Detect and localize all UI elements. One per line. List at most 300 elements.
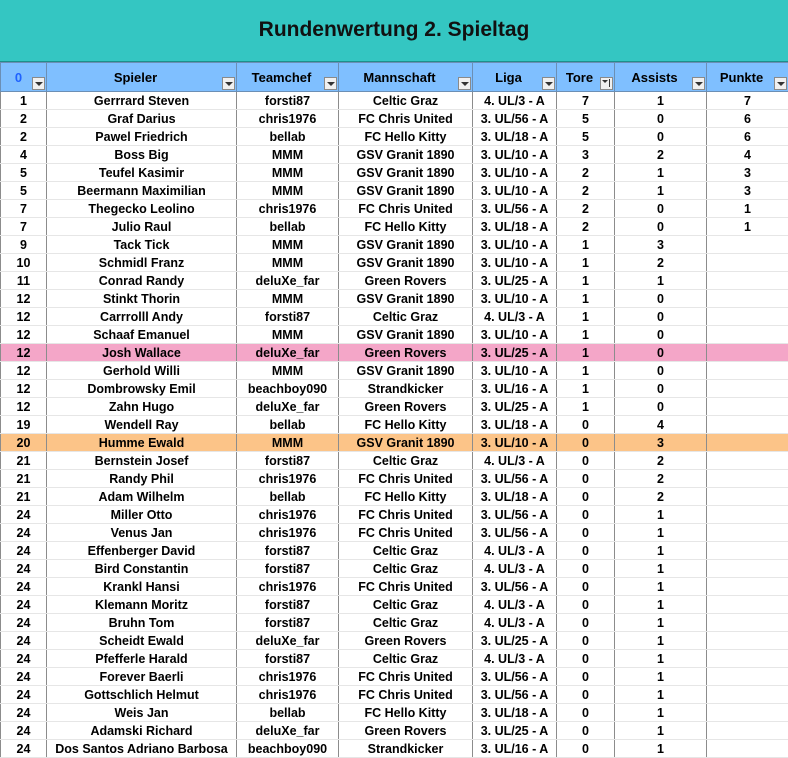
cell-rank[interactable]: 24 xyxy=(1,596,47,614)
cell-mannschaft[interactable]: FC Chris United xyxy=(339,578,473,596)
cell-spieler[interactable]: Zahn Hugo xyxy=(47,398,237,416)
cell-assists[interactable]: 1 xyxy=(615,704,707,722)
cell-punkte[interactable] xyxy=(707,344,788,362)
cell-rank[interactable]: 24 xyxy=(1,740,47,758)
cell-spieler[interactable]: Adam Wilhelm xyxy=(47,488,237,506)
cell-tore[interactable]: 0 xyxy=(557,488,615,506)
cell-rank[interactable]: 12 xyxy=(1,290,47,308)
cell-teamchef[interactable]: forsti87 xyxy=(237,452,339,470)
cell-liga[interactable]: 3. UL/56 - A xyxy=(473,200,557,218)
cell-tore[interactable]: 1 xyxy=(557,290,615,308)
cell-spieler[interactable]: Carrrolll Andy xyxy=(47,308,237,326)
cell-rank[interactable]: 5 xyxy=(1,164,47,182)
cell-mannschaft[interactable]: GSV Granit 1890 xyxy=(339,236,473,254)
cell-liga[interactable]: 3. UL/10 - A xyxy=(473,182,557,200)
cell-teamchef[interactable]: forsti87 xyxy=(237,92,339,110)
cell-assists[interactable]: 1 xyxy=(615,578,707,596)
cell-teamchef[interactable]: MMM xyxy=(237,434,339,452)
cell-spieler[interactable]: Effenberger David xyxy=(47,542,237,560)
cell-rank[interactable]: 2 xyxy=(1,128,47,146)
cell-rank[interactable]: 20 xyxy=(1,434,47,452)
cell-teamchef[interactable]: chris1976 xyxy=(237,506,339,524)
cell-punkte[interactable] xyxy=(707,506,788,524)
column-header-tore[interactable] xyxy=(557,63,615,92)
cell-mannschaft[interactable]: GSV Granit 1890 xyxy=(339,290,473,308)
cell-tore[interactable]: 0 xyxy=(557,542,615,560)
cell-tore[interactable]: 0 xyxy=(557,722,615,740)
cell-teamchef[interactable]: chris1976 xyxy=(237,578,339,596)
cell-mannschaft[interactable]: FC Chris United xyxy=(339,200,473,218)
cell-spieler[interactable]: Pfefferle Harald xyxy=(47,650,237,668)
cell-tore[interactable]: 1 xyxy=(557,308,615,326)
cell-punkte[interactable] xyxy=(707,704,788,722)
cell-liga[interactable]: 4. UL/3 - A xyxy=(473,560,557,578)
table-row[interactable] xyxy=(1,632,788,650)
table-row[interactable] xyxy=(1,290,788,308)
cell-mannschaft[interactable]: GSV Granit 1890 xyxy=(339,434,473,452)
cell-tore[interactable]: 0 xyxy=(557,506,615,524)
cell-teamchef[interactable]: forsti87 xyxy=(237,308,339,326)
table-row[interactable] xyxy=(1,452,788,470)
table-row[interactable] xyxy=(1,110,788,128)
cell-punkte[interactable] xyxy=(707,236,788,254)
cell-liga[interactable]: 3. UL/25 - A xyxy=(473,398,557,416)
cell-rank[interactable]: 24 xyxy=(1,506,47,524)
cell-spieler[interactable]: Josh Wallace xyxy=(47,344,237,362)
cell-mannschaft[interactable]: FC Chris United xyxy=(339,668,473,686)
table-row[interactable] xyxy=(1,650,788,668)
cell-liga[interactable]: 3. UL/10 - A xyxy=(473,254,557,272)
cell-punkte[interactable] xyxy=(707,452,788,470)
table-row[interactable] xyxy=(1,506,788,524)
cell-teamchef[interactable]: MMM xyxy=(237,164,339,182)
column-header-rank[interactable] xyxy=(1,63,47,92)
cell-spieler[interactable]: Humme Ewald xyxy=(47,434,237,452)
cell-teamchef[interactable]: MMM xyxy=(237,254,339,272)
cell-rank[interactable]: 24 xyxy=(1,686,47,704)
cell-teamchef[interactable]: bellab xyxy=(237,128,339,146)
cell-spieler[interactable]: Gerhold Willi xyxy=(47,362,237,380)
cell-assists[interactable]: 0 xyxy=(615,326,707,344)
cell-liga[interactable]: 3. UL/56 - A xyxy=(473,506,557,524)
cell-liga[interactable]: 3. UL/10 - A xyxy=(473,236,557,254)
cell-tore[interactable]: 1 xyxy=(557,236,615,254)
cell-assists[interactable]: 0 xyxy=(615,128,707,146)
table-row[interactable] xyxy=(1,308,788,326)
cell-mannschaft[interactable]: Celtic Graz xyxy=(339,614,473,632)
cell-rank[interactable]: 24 xyxy=(1,704,47,722)
cell-mannschaft[interactable]: FC Chris United xyxy=(339,686,473,704)
cell-rank[interactable]: 12 xyxy=(1,344,47,362)
cell-punkte[interactable] xyxy=(707,416,788,434)
table-row[interactable] xyxy=(1,218,788,236)
cell-assists[interactable]: 0 xyxy=(615,110,707,128)
cell-rank[interactable]: 7 xyxy=(1,200,47,218)
table-row[interactable] xyxy=(1,704,788,722)
cell-tore[interactable]: 0 xyxy=(557,578,615,596)
cell-assists[interactable]: 3 xyxy=(615,434,707,452)
cell-spieler[interactable]: Graf Darius xyxy=(47,110,237,128)
cell-tore[interactable]: 2 xyxy=(557,218,615,236)
cell-rank[interactable]: 24 xyxy=(1,650,47,668)
cell-rank[interactable]: 11 xyxy=(1,272,47,290)
cell-mannschaft[interactable]: Celtic Graz xyxy=(339,92,473,110)
table-row[interactable] xyxy=(1,344,788,362)
cell-mannschaft[interactable]: FC Chris United xyxy=(339,524,473,542)
cell-mannschaft[interactable]: Green Rovers xyxy=(339,272,473,290)
cell-spieler[interactable]: Schaaf Emanuel xyxy=(47,326,237,344)
cell-assists[interactable]: 4 xyxy=(615,416,707,434)
cell-tore[interactable]: 1 xyxy=(557,272,615,290)
cell-punkte[interactable] xyxy=(707,290,788,308)
cell-liga[interactable]: 3. UL/25 - A xyxy=(473,272,557,290)
cell-mannschaft[interactable]: FC Hello Kitty xyxy=(339,488,473,506)
cell-assists[interactable]: 1 xyxy=(615,92,707,110)
cell-rank[interactable]: 21 xyxy=(1,488,47,506)
cell-mannschaft[interactable]: Celtic Graz xyxy=(339,542,473,560)
cell-spieler[interactable]: Randy Phil xyxy=(47,470,237,488)
table-row[interactable] xyxy=(1,722,788,740)
cell-spieler[interactable]: Miller Otto xyxy=(47,506,237,524)
cell-punkte[interactable] xyxy=(707,470,788,488)
cell-tore[interactable]: 0 xyxy=(557,524,615,542)
cell-liga[interactable]: 4. UL/3 - A xyxy=(473,308,557,326)
filter-dropdown-icon[interactable] xyxy=(324,77,337,90)
cell-mannschaft[interactable]: Green Rovers xyxy=(339,398,473,416)
cell-punkte[interactable]: 6 xyxy=(707,128,788,146)
cell-teamchef[interactable]: MMM xyxy=(237,362,339,380)
cell-liga[interactable]: 3. UL/18 - A xyxy=(473,488,557,506)
table-row[interactable] xyxy=(1,488,788,506)
cell-liga[interactable]: 3. UL/56 - A xyxy=(473,668,557,686)
table-row[interactable] xyxy=(1,380,788,398)
cell-punkte[interactable] xyxy=(707,686,788,704)
table-row[interactable] xyxy=(1,92,788,110)
cell-assists[interactable]: 1 xyxy=(615,650,707,668)
cell-spieler[interactable]: Dos Santos Adriano Barbosa xyxy=(47,740,237,758)
cell-mannschaft[interactable]: GSV Granit 1890 xyxy=(339,254,473,272)
cell-spieler[interactable]: Conrad Randy xyxy=(47,272,237,290)
cell-tore[interactable]: 2 xyxy=(557,164,615,182)
cell-mannschaft[interactable]: Celtic Graz xyxy=(339,452,473,470)
cell-punkte[interactable] xyxy=(707,308,788,326)
cell-liga[interactable]: 3. UL/10 - A xyxy=(473,362,557,380)
cell-tore[interactable]: 1 xyxy=(557,362,615,380)
cell-teamchef[interactable]: deluXe_far xyxy=(237,722,339,740)
cell-assists[interactable]: 1 xyxy=(615,596,707,614)
cell-rank[interactable]: 24 xyxy=(1,614,47,632)
cell-assists[interactable]: 0 xyxy=(615,290,707,308)
column-header-punkte[interactable] xyxy=(707,63,788,92)
filter-dropdown-icon[interactable] xyxy=(458,77,471,90)
cell-liga[interactable]: 4. UL/3 - A xyxy=(473,542,557,560)
cell-mannschaft[interactable]: Green Rovers xyxy=(339,722,473,740)
cell-liga[interactable]: 3. UL/18 - A xyxy=(473,128,557,146)
cell-teamchef[interactable]: bellab xyxy=(237,704,339,722)
cell-punkte[interactable] xyxy=(707,740,788,758)
cell-spieler[interactable]: Bruhn Tom xyxy=(47,614,237,632)
cell-assists[interactable]: 1 xyxy=(615,542,707,560)
cell-liga[interactable]: 3. UL/56 - A xyxy=(473,578,557,596)
table-row[interactable] xyxy=(1,578,788,596)
sort-descending-filter-icon[interactable] xyxy=(600,77,613,90)
cell-punkte[interactable]: 1 xyxy=(707,218,788,236)
cell-rank[interactable]: 24 xyxy=(1,542,47,560)
cell-punkte[interactable] xyxy=(707,272,788,290)
cell-mannschaft[interactable]: GSV Granit 1890 xyxy=(339,362,473,380)
table-row[interactable] xyxy=(1,362,788,380)
cell-mannschaft[interactable]: Celtic Graz xyxy=(339,596,473,614)
cell-assists[interactable]: 0 xyxy=(615,218,707,236)
cell-teamchef[interactable]: MMM xyxy=(237,146,339,164)
cell-punkte[interactable] xyxy=(707,434,788,452)
cell-mannschaft[interactable]: GSV Granit 1890 xyxy=(339,146,473,164)
cell-assists[interactable]: 2 xyxy=(615,254,707,272)
cell-punkte[interactable] xyxy=(707,542,788,560)
cell-mannschaft[interactable]: Celtic Graz xyxy=(339,308,473,326)
filter-dropdown-icon[interactable] xyxy=(692,77,705,90)
cell-rank[interactable]: 12 xyxy=(1,362,47,380)
cell-assists[interactable]: 0 xyxy=(615,398,707,416)
cell-rank[interactable]: 24 xyxy=(1,524,47,542)
table-row[interactable] xyxy=(1,596,788,614)
cell-tore[interactable]: 0 xyxy=(557,596,615,614)
cell-liga[interactable]: 4. UL/3 - A xyxy=(473,92,557,110)
cell-tore[interactable]: 1 xyxy=(557,344,615,362)
cell-mannschaft[interactable]: Celtic Graz xyxy=(339,650,473,668)
cell-assists[interactable]: 1 xyxy=(615,632,707,650)
cell-punkte[interactable]: 7 xyxy=(707,92,788,110)
cell-punkte[interactable] xyxy=(707,488,788,506)
cell-mannschaft[interactable]: FC Chris United xyxy=(339,506,473,524)
cell-spieler[interactable]: Tack Tick xyxy=(47,236,237,254)
cell-spieler[interactable]: Dombrowsky Emil xyxy=(47,380,237,398)
cell-teamchef[interactable]: chris1976 xyxy=(237,686,339,704)
cell-mannschaft[interactable]: FC Chris United xyxy=(339,470,473,488)
cell-liga[interactable]: 3. UL/10 - A xyxy=(473,326,557,344)
table-row[interactable] xyxy=(1,686,788,704)
cell-spieler[interactable]: Gerrrard Steven xyxy=(47,92,237,110)
cell-mannschaft[interactable]: FC Hello Kitty xyxy=(339,704,473,722)
table-row[interactable] xyxy=(1,236,788,254)
cell-assists[interactable]: 1 xyxy=(615,506,707,524)
cell-spieler[interactable]: Wendell Ray xyxy=(47,416,237,434)
cell-liga[interactable]: 3. UL/18 - A xyxy=(473,218,557,236)
cell-tore[interactable]: 0 xyxy=(557,614,615,632)
cell-tore[interactable]: 5 xyxy=(557,128,615,146)
table-row[interactable] xyxy=(1,542,788,560)
cell-assists[interactable]: 1 xyxy=(615,668,707,686)
cell-spieler[interactable]: Bernstein Josef xyxy=(47,452,237,470)
cell-assists[interactable]: 2 xyxy=(615,452,707,470)
cell-tore[interactable]: 1 xyxy=(557,254,615,272)
cell-rank[interactable]: 10 xyxy=(1,254,47,272)
cell-mannschaft[interactable]: FC Chris United xyxy=(339,110,473,128)
table-row[interactable] xyxy=(1,614,788,632)
cell-spieler[interactable]: Venus Jan xyxy=(47,524,237,542)
column-header-spieler[interactable] xyxy=(47,63,237,92)
cell-teamchef[interactable]: deluXe_far xyxy=(237,398,339,416)
cell-tore[interactable]: 0 xyxy=(557,452,615,470)
table-row[interactable] xyxy=(1,128,788,146)
cell-rank[interactable]: 19 xyxy=(1,416,47,434)
cell-assists[interactable]: 0 xyxy=(615,380,707,398)
table-row[interactable] xyxy=(1,668,788,686)
cell-teamchef[interactable]: forsti87 xyxy=(237,596,339,614)
cell-tore[interactable]: 1 xyxy=(557,380,615,398)
cell-spieler[interactable]: Forever Baerli xyxy=(47,668,237,686)
cell-assists[interactable]: 1 xyxy=(615,164,707,182)
cell-tore[interactable]: 0 xyxy=(557,740,615,758)
column-header-mannschaft[interactable] xyxy=(339,63,473,92)
cell-tore[interactable]: 0 xyxy=(557,650,615,668)
cell-teamchef[interactable]: deluXe_far xyxy=(237,344,339,362)
table-row[interactable] xyxy=(1,272,788,290)
table-row[interactable] xyxy=(1,740,788,758)
cell-rank[interactable]: 24 xyxy=(1,632,47,650)
cell-tore[interactable]: 1 xyxy=(557,326,615,344)
table-row[interactable] xyxy=(1,524,788,542)
cell-teamchef[interactable]: forsti87 xyxy=(237,542,339,560)
cell-assists[interactable]: 3 xyxy=(615,236,707,254)
cell-liga[interactable]: 3. UL/56 - A xyxy=(473,524,557,542)
cell-spieler[interactable]: Stinkt Thorin xyxy=(47,290,237,308)
cell-assists[interactable]: 1 xyxy=(615,740,707,758)
cell-teamchef[interactable]: chris1976 xyxy=(237,524,339,542)
cell-punkte[interactable] xyxy=(707,254,788,272)
cell-teamchef[interactable]: chris1976 xyxy=(237,668,339,686)
cell-rank[interactable]: 5 xyxy=(1,182,47,200)
cell-punkte[interactable] xyxy=(707,650,788,668)
cell-teamchef[interactable]: bellab xyxy=(237,488,339,506)
cell-liga[interactable]: 3. UL/18 - A xyxy=(473,704,557,722)
cell-liga[interactable]: 3. UL/16 - A xyxy=(473,740,557,758)
cell-assists[interactable]: 1 xyxy=(615,686,707,704)
cell-punkte[interactable]: 1 xyxy=(707,200,788,218)
cell-mannschaft[interactable]: FC Hello Kitty xyxy=(339,218,473,236)
table-row[interactable] xyxy=(1,326,788,344)
filter-dropdown-icon[interactable] xyxy=(774,77,787,90)
cell-liga[interactable]: 4. UL/3 - A xyxy=(473,596,557,614)
cell-mannschaft[interactable]: GSV Granit 1890 xyxy=(339,164,473,182)
cell-teamchef[interactable]: forsti87 xyxy=(237,560,339,578)
cell-spieler[interactable]: Beermann Maximilian xyxy=(47,182,237,200)
cell-tore[interactable]: 0 xyxy=(557,416,615,434)
cell-assists[interactable]: 2 xyxy=(615,488,707,506)
cell-tore[interactable]: 0 xyxy=(557,632,615,650)
cell-assists[interactable]: 0 xyxy=(615,200,707,218)
cell-teamchef[interactable]: beachboy090 xyxy=(237,740,339,758)
cell-punkte[interactable] xyxy=(707,380,788,398)
cell-liga[interactable]: 3. UL/10 - A xyxy=(473,146,557,164)
cell-spieler[interactable]: Julio Raul xyxy=(47,218,237,236)
cell-mannschaft[interactable]: GSV Granit 1890 xyxy=(339,326,473,344)
cell-assists[interactable]: 0 xyxy=(615,344,707,362)
cell-teamchef[interactable]: forsti87 xyxy=(237,614,339,632)
cell-rank[interactable]: 24 xyxy=(1,722,47,740)
cell-spieler[interactable]: Pawel Friedrich xyxy=(47,128,237,146)
cell-assists[interactable]: 2 xyxy=(615,470,707,488)
cell-rank[interactable]: 7 xyxy=(1,218,47,236)
column-header-teamchef[interactable] xyxy=(237,63,339,92)
cell-spieler[interactable]: Boss Big xyxy=(47,146,237,164)
cell-mannschaft[interactable]: Strandkicker xyxy=(339,380,473,398)
cell-spieler[interactable]: Bird Constantin xyxy=(47,560,237,578)
table-row[interactable] xyxy=(1,470,788,488)
cell-assists[interactable]: 1 xyxy=(615,182,707,200)
cell-spieler[interactable]: Gottschlich Helmut xyxy=(47,686,237,704)
cell-rank[interactable]: 24 xyxy=(1,560,47,578)
cell-tore[interactable]: 0 xyxy=(557,560,615,578)
cell-teamchef[interactable]: chris1976 xyxy=(237,470,339,488)
cell-punkte[interactable] xyxy=(707,326,788,344)
cell-spieler[interactable]: Schmidl Franz xyxy=(47,254,237,272)
cell-punkte[interactable] xyxy=(707,524,788,542)
filter-dropdown-icon[interactable] xyxy=(32,77,45,90)
cell-punkte[interactable] xyxy=(707,560,788,578)
cell-assists[interactable]: 1 xyxy=(615,524,707,542)
cell-punkte[interactable]: 3 xyxy=(707,182,788,200)
cell-liga[interactable]: 3. UL/56 - A xyxy=(473,110,557,128)
cell-rank[interactable]: 9 xyxy=(1,236,47,254)
filter-dropdown-icon[interactable] xyxy=(542,77,555,90)
cell-assists[interactable]: 0 xyxy=(615,308,707,326)
cell-assists[interactable]: 1 xyxy=(615,272,707,290)
cell-tore[interactable]: 2 xyxy=(557,200,615,218)
cell-tore[interactable]: 1 xyxy=(557,398,615,416)
cell-spieler[interactable]: Weis Jan xyxy=(47,704,237,722)
column-header-assists[interactable] xyxy=(615,63,707,92)
cell-liga[interactable]: 3. UL/10 - A xyxy=(473,164,557,182)
cell-teamchef[interactable]: deluXe_far xyxy=(237,272,339,290)
cell-tore[interactable]: 7 xyxy=(557,92,615,110)
cell-punkte[interactable] xyxy=(707,722,788,740)
cell-rank[interactable]: 12 xyxy=(1,308,47,326)
table-row[interactable] xyxy=(1,182,788,200)
cell-spieler[interactable]: Adamski Richard xyxy=(47,722,237,740)
cell-assists[interactable]: 0 xyxy=(615,362,707,380)
cell-liga[interactable]: 4. UL/3 - A xyxy=(473,650,557,668)
cell-assists[interactable]: 1 xyxy=(615,560,707,578)
cell-mannschaft[interactable]: GSV Granit 1890 xyxy=(339,182,473,200)
cell-tore[interactable]: 2 xyxy=(557,182,615,200)
table-row[interactable] xyxy=(1,200,788,218)
cell-rank[interactable]: 21 xyxy=(1,470,47,488)
cell-liga[interactable]: 3. UL/25 - A xyxy=(473,344,557,362)
cell-rank[interactable]: 12 xyxy=(1,326,47,344)
cell-punkte[interactable]: 4 xyxy=(707,146,788,164)
cell-rank[interactable]: 12 xyxy=(1,398,47,416)
filter-dropdown-icon[interactable] xyxy=(222,77,235,90)
cell-assists[interactable]: 1 xyxy=(615,722,707,740)
cell-liga[interactable]: 3. UL/56 - A xyxy=(473,686,557,704)
column-header-liga[interactable] xyxy=(473,63,557,92)
cell-rank[interactable]: 24 xyxy=(1,578,47,596)
cell-rank[interactable]: 1 xyxy=(1,92,47,110)
table-row[interactable] xyxy=(1,560,788,578)
cell-liga[interactable]: 3. UL/56 - A xyxy=(473,470,557,488)
cell-mannschaft[interactable]: Strandkicker xyxy=(339,740,473,758)
cell-teamchef[interactable]: bellab xyxy=(237,416,339,434)
cell-tore[interactable]: 0 xyxy=(557,434,615,452)
cell-mannschaft[interactable]: Green Rovers xyxy=(339,632,473,650)
cell-assists[interactable]: 1 xyxy=(615,614,707,632)
cell-punkte[interactable] xyxy=(707,668,788,686)
cell-punkte[interactable]: 3 xyxy=(707,164,788,182)
cell-tore[interactable]: 5 xyxy=(557,110,615,128)
cell-liga[interactable]: 3. UL/25 - A xyxy=(473,632,557,650)
cell-teamchef[interactable]: chris1976 xyxy=(237,200,339,218)
